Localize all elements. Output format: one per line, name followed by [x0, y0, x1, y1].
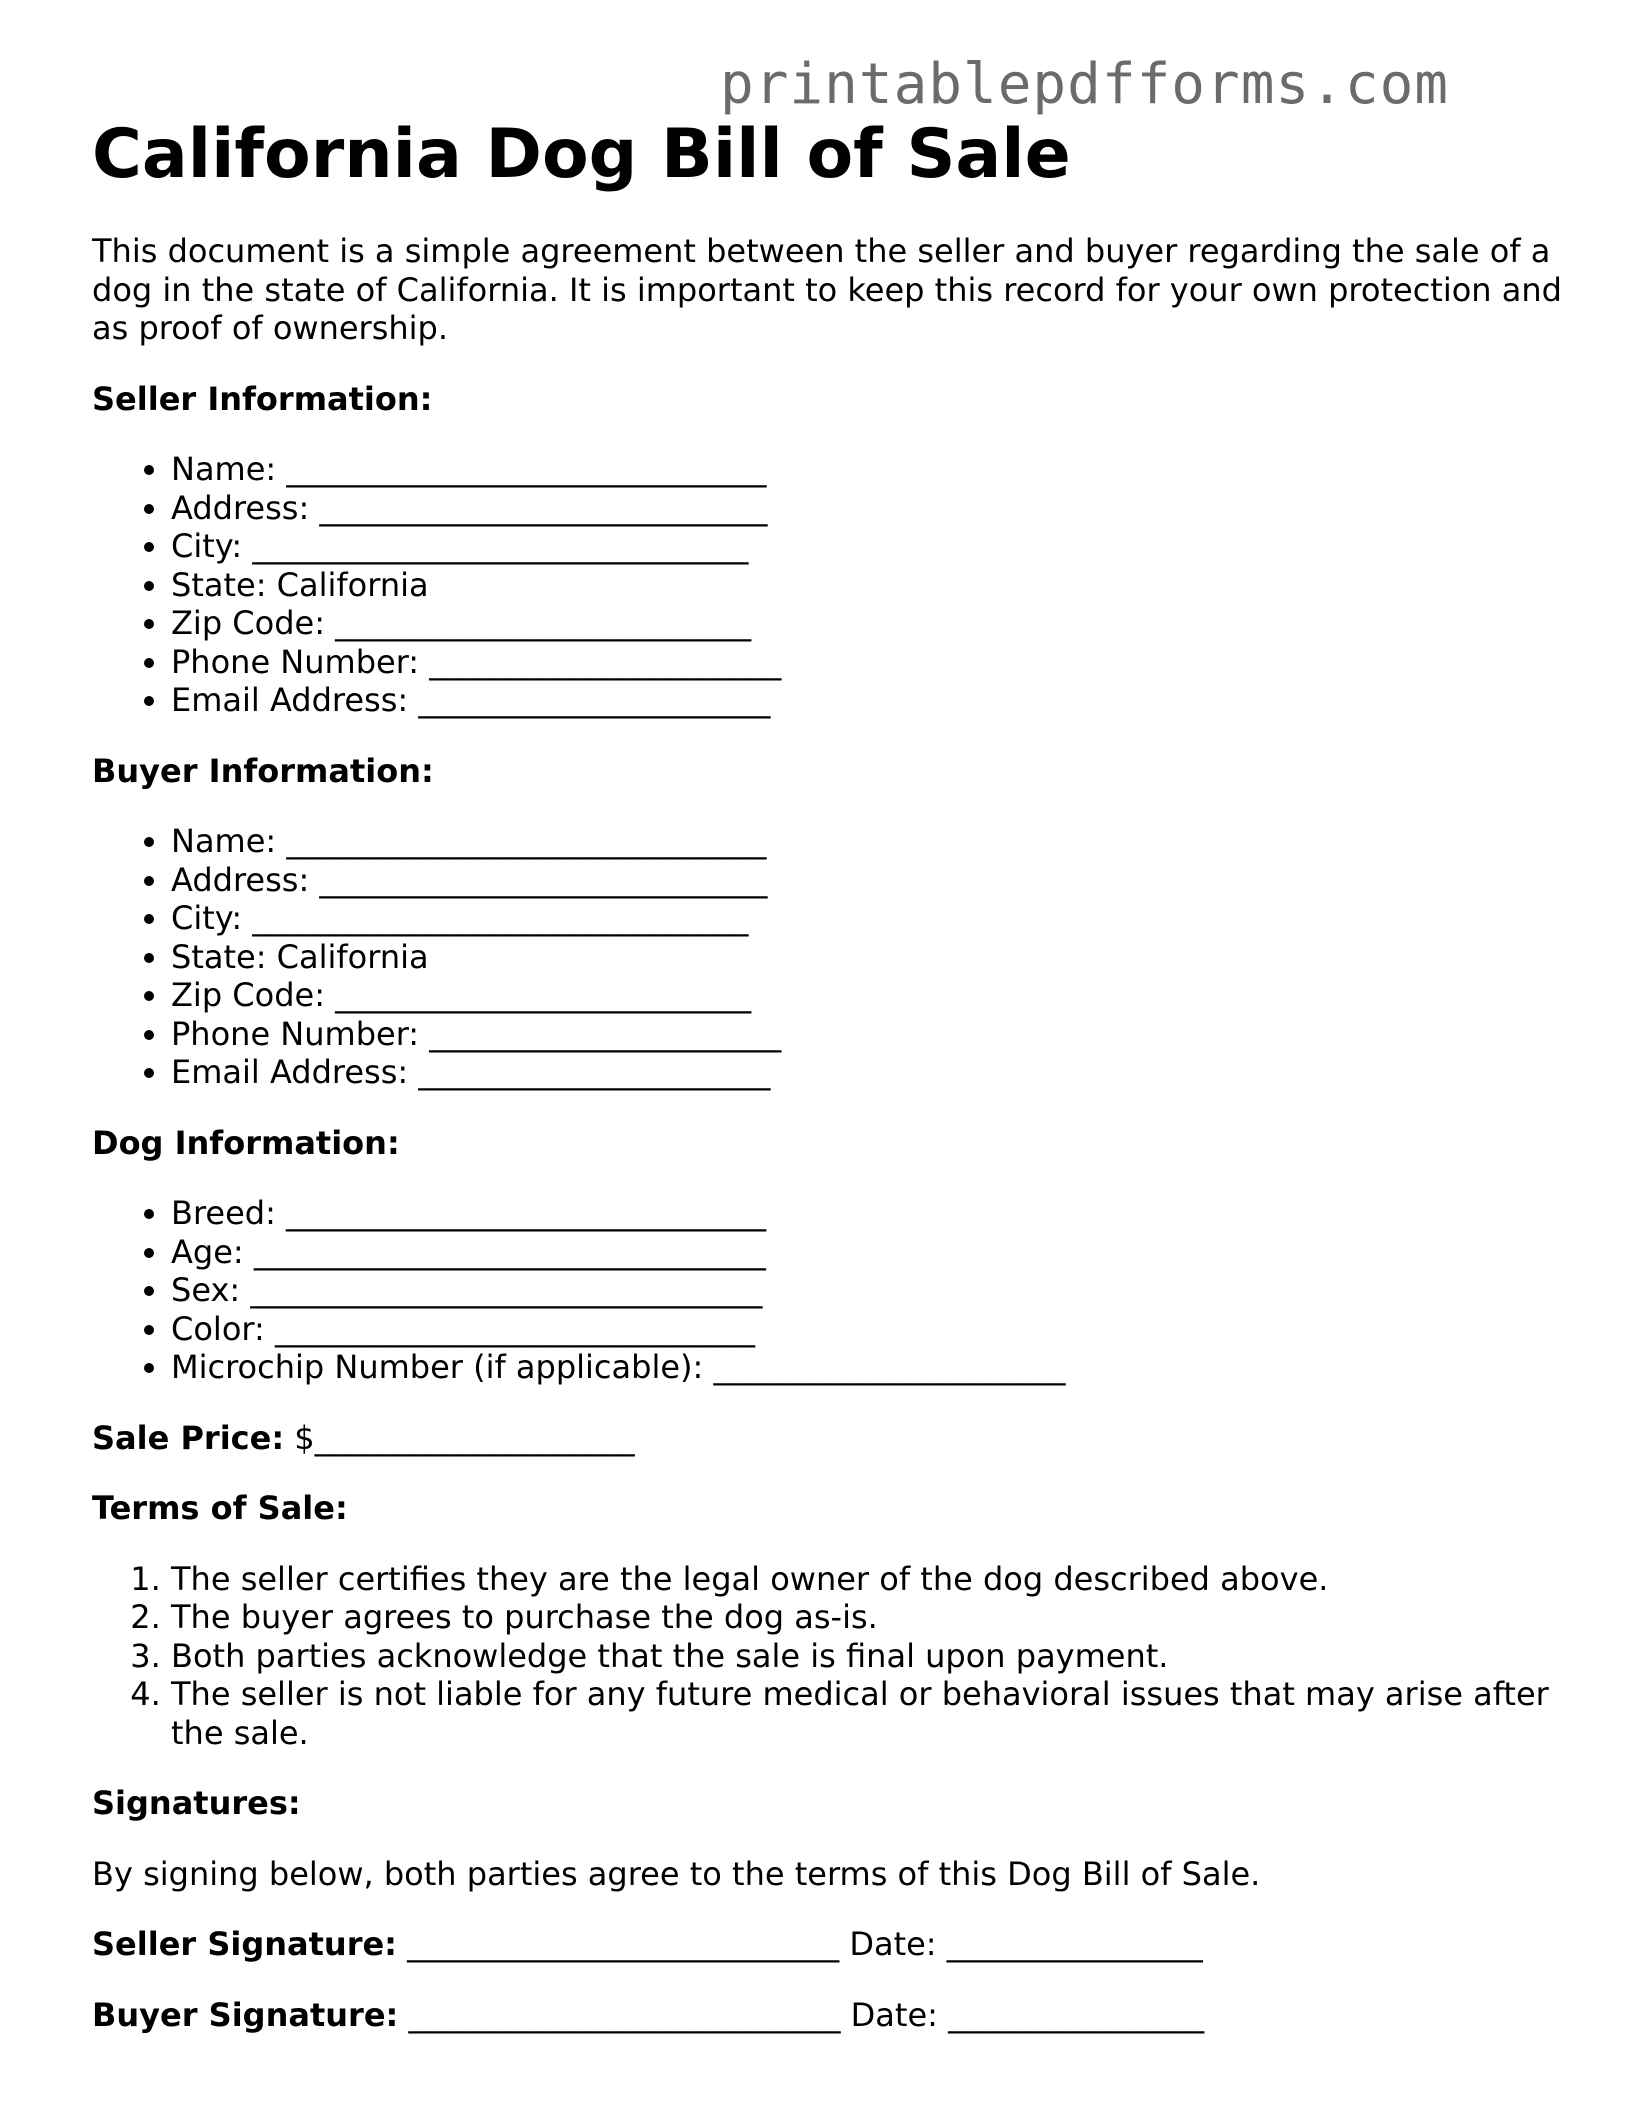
- intro-paragraph: This document is a simple agreement between the seller and buyer regarding the sale of a dog in the state of California. It is important to keep this record for your own protection and as proof of ownership.: [92, 232, 1562, 347]
- terms-item: 2. The buyer agrees to purchase the dog as-is.: [171, 1598, 1562, 1637]
- buyer-name-field[interactable]: • Name: ______________________________: [171, 822, 1562, 861]
- buyer-zip-blank[interactable]: __________________________: [335, 976, 752, 1014]
- dog-color-field[interactable]: • Color: ______________________________: [171, 1310, 1562, 1349]
- dog-color-blank[interactable]: ______________________________: [274, 1309, 755, 1348]
- buyer-email-field[interactable]: • Email Address: ______________________: [171, 1053, 1562, 1092]
- watermark: printablepdfforms.com: [720, 52, 1450, 117]
- seller-email-field[interactable]: • Email Address: ______________________: [171, 681, 1562, 720]
- buyer-phone-blank[interactable]: ______________________: [429, 1014, 782, 1053]
- buyer-signature-line[interactable]: [92, 1996, 1562, 2035]
- seller-city-blank[interactable]: _______________________________: [252, 527, 749, 565]
- dog-microchip-blank[interactable]: ______________________: [713, 1348, 1066, 1386]
- seller-zip-blank[interactable]: __________________________: [335, 604, 752, 642]
- dog-age-field[interactable]: • Age: ________________________________: [171, 1233, 1562, 1272]
- seller-date-label: Date:: [849, 1925, 937, 1963]
- seller-date-blank[interactable]: ________________: [946, 1925, 1203, 1963]
- seller-phone-field[interactable]: • Phone Number: ______________________: [171, 643, 1562, 682]
- buyer-zip-field[interactable]: • Zip Code: __________________________: [171, 976, 1562, 1015]
- signatures-heading: Signatures:: [92, 1784, 301, 1822]
- seller-signature-blank[interactable]: ___________________________: [407, 1925, 840, 1963]
- document-title: California Dog Bill of Sale: [92, 115, 1071, 194]
- sale-price-blank[interactable]: ____________________: [314, 1418, 635, 1457]
- seller-fields-list: [92, 450, 1562, 720]
- sale-price-line[interactable]: [92, 1419, 1562, 1458]
- dog-breed-field[interactable]: • Breed: ______________________________: [171, 1194, 1562, 1233]
- seller-signature-line[interactable]: [92, 1925, 1562, 1964]
- buyer-email-blank[interactable]: ______________________: [418, 1053, 771, 1091]
- buyer-name-blank[interactable]: ______________________________: [286, 822, 767, 860]
- seller-city-field[interactable]: • City: _______________________________: [171, 527, 1562, 566]
- signatures-statement: By signing below, both parties agree to the terms of this Dog Bill of Sale.: [92, 1854, 1261, 1893]
- seller-heading: Seller Information:: [92, 379, 433, 418]
- terms-list: [92, 1560, 1562, 1753]
- terms-item: 4. The seller is not liable for any future medical or behavioral issues that may arise after the sale.: [171, 1675, 1562, 1752]
- dog-microchip-field[interactable]: • Microchip Number (if applicable): ______________________: [171, 1348, 1562, 1387]
- seller-address-blank[interactable]: ____________________________: [319, 488, 768, 527]
- buyer-signature-label: Buyer Signature:: [92, 1995, 399, 2034]
- dog-breed-blank[interactable]: ______________________________: [286, 1194, 767, 1232]
- buyer-address-field[interactable]: • Address: ____________________________: [171, 861, 1562, 900]
- seller-zip-field[interactable]: • Zip Code: __________________________: [171, 604, 1562, 643]
- sale-price-currency: $: [294, 1418, 315, 1457]
- seller-email-blank[interactable]: ______________________: [418, 681, 771, 719]
- seller-address-field[interactable]: • Address: ____________________________: [171, 489, 1562, 528]
- buyer-fields-list: [92, 822, 1562, 1092]
- dog-age-blank[interactable]: ________________________________: [253, 1232, 766, 1271]
- seller-name-blank[interactable]: ______________________________: [286, 450, 767, 488]
- seller-signature-label: Seller Signature:: [92, 1925, 397, 1963]
- seller-phone-blank[interactable]: ______________________: [429, 642, 782, 681]
- sale-price-label: Sale Price:: [92, 1418, 285, 1457]
- dog-sex-blank[interactable]: ________________________________: [250, 1271, 763, 1309]
- document-body: [92, 232, 1562, 2066]
- dog-heading: Dog Information:: [92, 1123, 400, 1162]
- buyer-state-field: • State: California: [171, 938, 1562, 977]
- buyer-city-blank[interactable]: _______________________________: [252, 899, 749, 937]
- terms-item: 1. The seller certifies they are the legal owner of the dog described above.: [171, 1560, 1562, 1599]
- buyer-phone-field[interactable]: • Phone Number: ______________________: [171, 1015, 1562, 1054]
- dog-sex-field[interactable]: • Sex: ________________________________: [171, 1271, 1562, 1310]
- dog-fields-list: [92, 1194, 1562, 1387]
- buyer-date-label: Date:: [850, 1995, 938, 2034]
- buyer-address-blank[interactable]: ____________________________: [319, 860, 768, 899]
- buyer-city-field[interactable]: • City: _______________________________: [171, 899, 1562, 938]
- buyer-signature-blank[interactable]: ___________________________: [408, 1995, 841, 2034]
- terms-heading: Terms of Sale:: [92, 1489, 348, 1527]
- buyer-date-blank[interactable]: ________________: [948, 1995, 1205, 2034]
- terms-item: 3. Both parties acknowledge that the sale is final upon payment.: [171, 1637, 1562, 1676]
- seller-state-field: • State: California: [171, 566, 1562, 605]
- buyer-heading: Buyer Information:: [92, 751, 434, 790]
- seller-name-field[interactable]: • Name: ______________________________: [171, 450, 1562, 489]
